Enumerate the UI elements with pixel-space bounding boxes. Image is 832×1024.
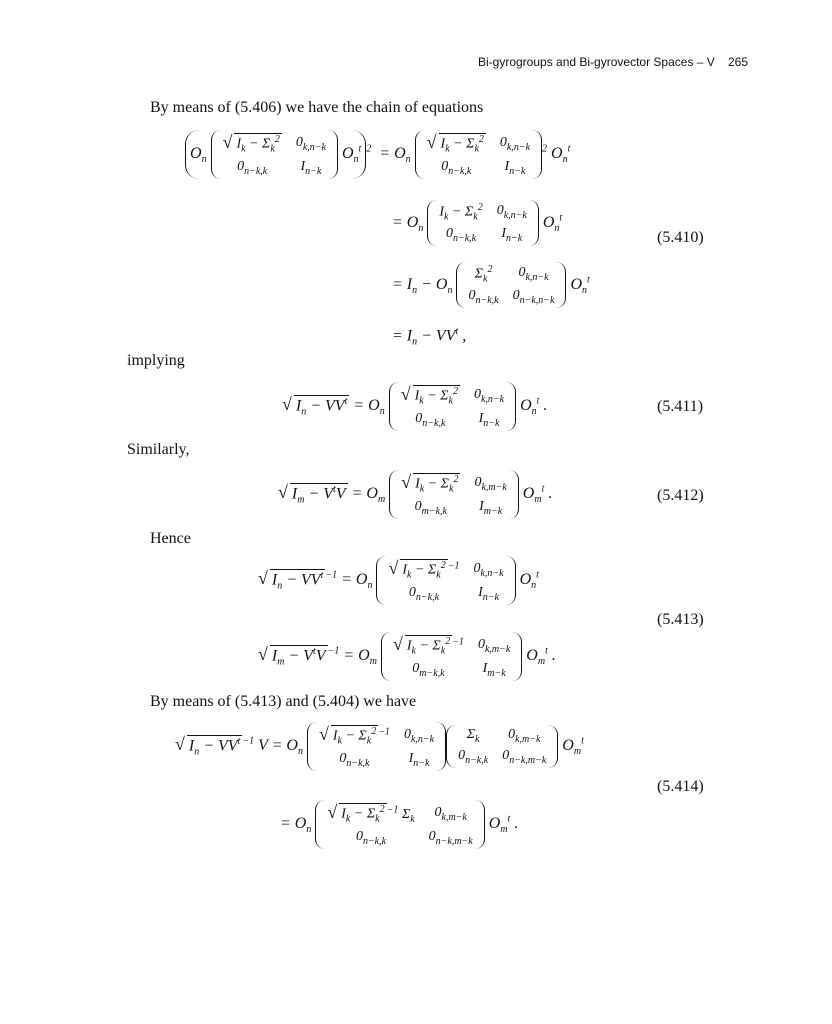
- equation-5-410-line2: = $O_n$ $I_k - \Sigma_k^2$ $0_{k,n-k}$ $0_{n-k,k}$ $I_{n-k}$ $O_n^t$: [392, 202, 563, 245]
- equation-5-410-line3: = $I_n - O_n$ $\Sigma_k^2$ $0_{k,n-k}$ $0_{n-k,k}$ $0_{n-k,n-k}$ $O_n^t$: [392, 264, 590, 307]
- paragraph-by-means: By means of (5.413) and (5.404) we have: [150, 693, 417, 710]
- equation-5-410-line1: $O_n$ √ $I_k - \Sigma_k^2$ $0_{k,n-k}$ $0_{n-k,k}$ $I_{n-k}$ $O_n^t$ $^2 = O_n$ √ $I_k - \Sigma_k^2$ $0_{k,n-k}$ $0_{n-k,k}$ $I_{n-k}$ $^2$ $O_n^t$: [185, 130, 570, 179]
- equation-5-413-line2: √ $I_m - V^tV$ $^{-1} = O_m$ √ $I_k - \Sigma_k^2$ $^{-1}$ $0_{k,m-k}$ $0_{m-k,k}$ $I_{m-k}$ $O_m^t$ .: [258, 634, 556, 679]
- paragraph-chain: By means of (5.406) we have the chain of equations: [150, 99, 484, 116]
- equation-5-412: √ $I_m - V^tV = O_m$ √ $I_k - \Sigma_k^2$ $0_{k,m-k}$ $0_{m-k,k}$ $I_{m-k}$ $O_m^t$ .: [278, 472, 553, 517]
- equation-5-414-line2: = $O_n$ √ $I_k - \Sigma_k^2$ $^{-1}$ $\Sigma_k$ $0_{k,m-k}$ $0_{n-k,k}$ $0_{n-k,m-k}$ $O_m^t$ .: [280, 802, 519, 847]
- equation-number-5-411: (5.411): [657, 398, 704, 415]
- equation-number-5-412: (5.412): [657, 487, 704, 504]
- equation-5-414-line1: √ $I_n - VV^t$ $^{-1}$ $V = O_n$ √ $I_k - \Sigma_k^2$ $^{-1}$ $0_{k,n-k}$ $0_{n-k,k}$ $I_{n-k}$ $\Sigma_k$ $0_{k,m-k}$ $0_{n-k,k}$ $0_{n-k,m-k}$ $O_m^t$: [175, 724, 584, 769]
- paragraph-implying: implying: [127, 352, 185, 369]
- equation-5-411: √ $I_n - VV^t = O_n$ √ $I_k - \Sigma_k^2$ $0_{k,n-k}$ $0_{n-k,k}$ $I_{n-k}$ $O_n^t$ .: [282, 384, 548, 429]
- page-number: 265: [728, 55, 749, 69]
- paragraph-hence: Hence: [150, 530, 191, 547]
- equation-5-413-line1: √ $I_n - VV^t$ $^{-1} = O_n$ √ $I_k - \Sigma_k^2$ $^{-1}$ $0_{k,n-k}$ $0_{n-k,k}$ $I_{n-k}$ $O_n^t$: [258, 558, 539, 603]
- equation-number-5-413: (5.413): [657, 611, 704, 628]
- equation-5-410-line4: = $I_n - VV^t$ ,: [392, 326, 467, 348]
- equation-number-5-414: (5.414): [657, 778, 704, 795]
- equation-number-5-410: (5.410): [657, 229, 704, 246]
- running-title: Bi-gyrogroups and Bi-gyrovector Spaces – V: [478, 55, 715, 69]
- paragraph-similarly: Similarly,: [127, 441, 190, 458]
